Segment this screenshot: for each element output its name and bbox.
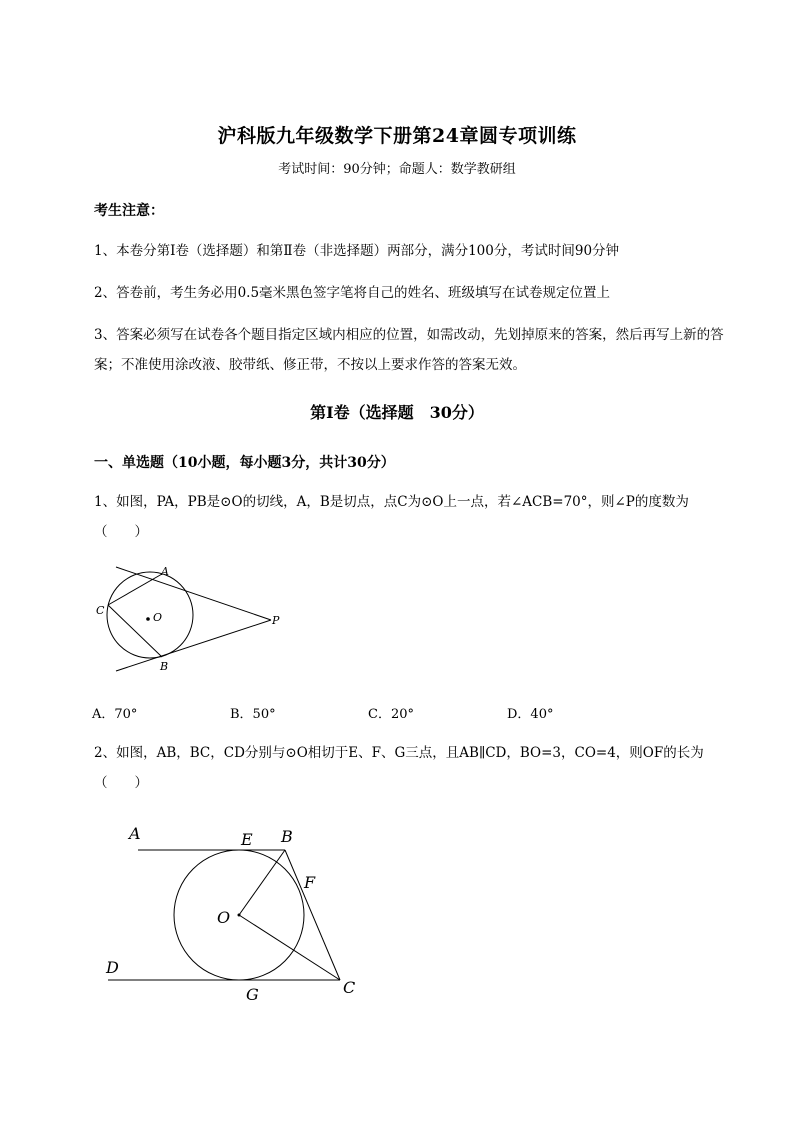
note-item-2: 2、答卷前，考生务必用0.5毫米黑色签字笔将自己的姓名、班级填写在试卷规定位置上 [94, 285, 611, 301]
question-1-text: 1、如图，PA，PB是⊙O的切线，A，B是切点，点C为⊙O上一点，若∠ACB=70°，则∠P的度数为（ ） [94, 494, 689, 540]
option-c: C．20° [368, 707, 414, 722]
label-f: F [304, 873, 316, 892]
question-2-figure [100, 815, 370, 1015]
part-title: 一、单选题（10小题，每小题3分，共计30分） [94, 455, 395, 471]
notes-heading: 考生注意： [94, 203, 164, 219]
option-d: D．40° [507, 707, 554, 722]
label-p: P [272, 614, 280, 627]
question-2-text: 2、如图，AB，BC，CD分别与⊙O相切于E、F、G三点，且AB∥CD，BO=3，CO=4，则OF的长为（ ） [94, 745, 704, 791]
label-a: A [129, 824, 141, 843]
line-ob [239, 850, 285, 915]
tangent-pb [116, 620, 271, 671]
line-bc [285, 850, 340, 980]
section-title: 第I卷（选择题 30分） [310, 403, 484, 422]
option-b: B．50° [230, 707, 276, 722]
exam-info: 考试时间：90分钟；命题人：数学教研组 [278, 162, 516, 177]
label-d: D [106, 958, 119, 977]
label-c: C [343, 978, 356, 997]
note-item-1: 1、本卷分第I卷（选择题）和第Ⅱ卷（非选择题）两部分，满分100分，考试时间90分钟 [94, 243, 620, 259]
page-title: 沪科版九年级数学下册第24章圆专项训练 [217, 125, 577, 147]
label-b: B [281, 827, 293, 846]
question-1-figure [88, 555, 288, 685]
label-o: O [153, 611, 163, 624]
tangent-pa [116, 567, 271, 620]
line-oc [239, 915, 340, 980]
center-point [238, 914, 241, 917]
option-a: A．70° [92, 707, 138, 722]
label-e: E [241, 830, 253, 849]
label-g: G [246, 985, 259, 1004]
label-c: C [96, 604, 105, 617]
note-item-3: 3、答案必须写在试卷各个题目指定区域内相应的位置，如需改动，先划掉原来的答案，然后再写上新的答案；不准使用涂改液、胶带纸、修正带，不按以上要求作答的答案无效。 [94, 327, 724, 373]
chord-ca [108, 574, 162, 605]
center-point [146, 617, 150, 621]
label-a: A [161, 565, 169, 578]
label-b: B [160, 660, 169, 673]
label-o: O [217, 908, 231, 927]
